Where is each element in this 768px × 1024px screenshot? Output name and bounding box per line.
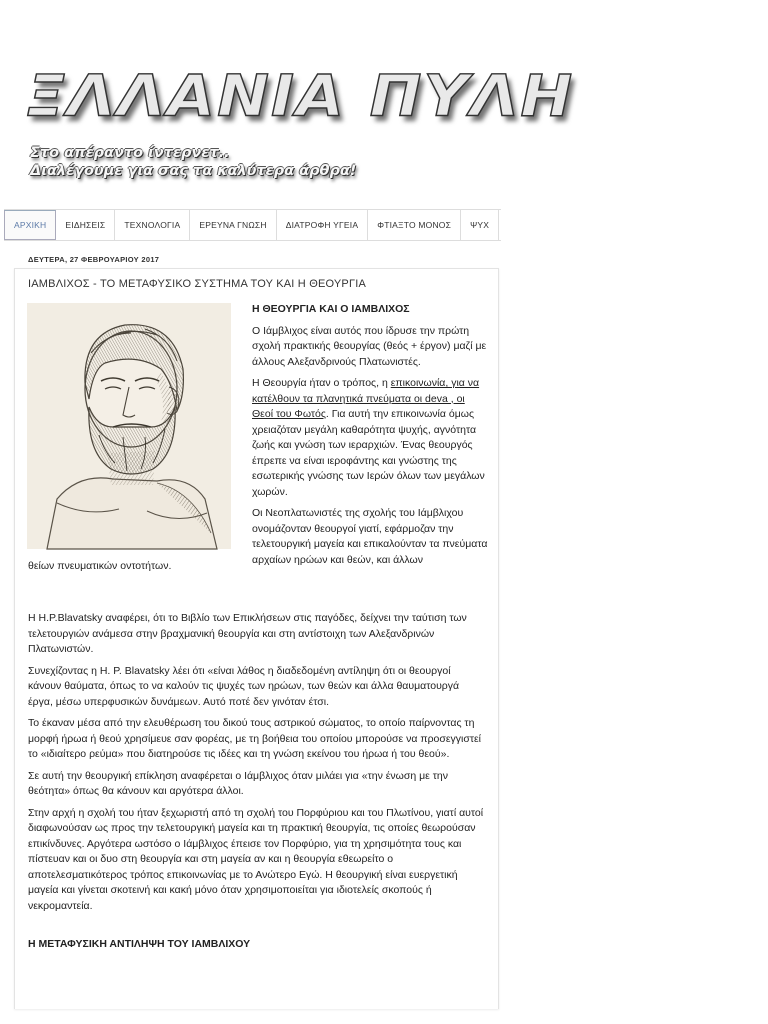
paragraph: Η Η.Ρ.Blavatsky αναφέρει, ότι το Βιβλίο των Επικλήσεων στις παγόδες, δείχνει την ταύτιση των τελετουργιών ανάμεσα στην βραχμανική θεουργία και στη αντίστοιχη των Αλεξανδρινών Πλατωνιστών. — [28, 612, 467, 655]
paragraph — [252, 376, 488, 500]
nav-item-diy[interactable]: ΦΤΙΑΞΤΟ ΜΟΝΟΣ — [368, 210, 461, 240]
post-card — [14, 268, 499, 1009]
iamblichus-portrait-image[interactable] — [27, 303, 231, 549]
site-logo[interactable]: ΞΛΛΑΝΙΑ ΠΥΛΗ — [26, 62, 575, 130]
nav-item-nutrition[interactable]: ΔΙΑΤΡΟΦΗ ΥΓΕΙΑ — [277, 210, 369, 240]
section-heading-theurgy: Η ΘΕΟΥΡΓΙΑ ΚΑΙ Ο ΙΑΜΒΛΙΧΟΣ — [252, 303, 410, 315]
paragraph: Στην αρχή η σχολή του ήταν ξεχωριστή από τη σχολή του Πορφύριου και του Πλωτίνου, γιατί αυτοί διαφωνούσαν ως προς την τελετουργική μαγεία και τη πρακτική θεουργία, τις οποίες θεωρούσαν επικίνδυνες. Αργότερα ωστόσο ο Ιάμβλιχος έπεισε τον Πορφύριο, για τη χρησιμότητα τους και πίστευαν και οι δυο στη θεουργία και στη μαγεία αν και η θεουργία εθεωρείτο ο αποτελεσματικότερος τρόπος επικοινωνίας με το Ανώτερο Εγώ. Η θεουργική είναι ευεργετική μαγεία και γίνεται σκοτεινή και κακή μόνο όταν χρησιμοποιείται για ιδιοτελείς σκοπούς ή νεκρομαντεία. — [28, 806, 484, 912]
tagline-line-1: Στο απέραντο ίντερνετ.. — [30, 145, 230, 161]
nav-item-technology[interactable]: ΤΕΧΝΟΛΟΓΙΑ — [115, 210, 190, 240]
paragraph: Σε αυτή την θεουργική επίκληση αναφέρεται ο Ιάμβλιχος όταν μιλάει για «την ένωση με την θεότητα» όπως θα κάνουν και αργότερα άλλοι. — [28, 769, 448, 797]
paragraph-text: Η Θεουργία ήταν ο τρόπος, η — [252, 377, 391, 389]
tagline-line-2: Διαλέγουμε για σας τα καλύτερα άρθρα! — [30, 163, 357, 179]
theurgy-communication-link[interactable]: επικοινωνία, για να κατέλθουν τα πλανητικά πνεύματα οι deva , οι Θεοί του Φωτός — [252, 377, 480, 420]
nav-item-research[interactable]: ΕΡΕΥΝΑ ΓΝΩΣΗ — [190, 210, 276, 240]
post-date: ΔΕΥΤΕΡΑ, 27 ΦΕΒΡΟΥΑΡΙΟΥ 2017 — [28, 255, 160, 264]
paragraph-text: . Για αυτή την επικοινωνία όμως χρειαζόταν μεγάλη καθαρότητα ψυχής, αγνότητα ζωής και γνώση των ιεραρχιών. Ένας θεουργός έπρεπε να είναι ιεροφάντης και γνώστης της εσωτερικής γνώσης των Ιερών όλων των μεγάλων χωρών. — [252, 408, 485, 498]
nav-item-home[interactable]: ΑΡΧΙΚΗ — [4, 210, 56, 240]
nav-item-psych[interactable]: ΨΥΧ — [461, 210, 499, 240]
paragraph: Ο Ιάμβλιχος είναι αυτός που ίδρυσε την πρώτη σχολή πρακτικής θεουργίας (θεός + έργον) μαζί με άλλους Αλεξανδρινούς Πλατωνιστές. — [252, 324, 487, 368]
section-heading-metaphysics: Η ΜΕΤΑΦΥΣΙΚΗ ΑΝΤΙΛΗΨΗ ΤΟΥ ΙΑΜΒΛΙΧΟΥ — [28, 938, 251, 950]
site-tagline — [30, 144, 356, 180]
site-header — [26, 62, 575, 192]
nav-item-news[interactable]: ΕΙΔΗΣΕΙΣ — [56, 210, 115, 240]
paragraph: Συνεχίζοντας η H. P. Blavatsky λέει ότι «είναι λάθος η διαδεδομένη αντίληψη ότι οι θεουργοί κάνουν θαύματα, όπως το να καλούν τις ψυχές των ηρώων, των θεών και άλλα θαυματουργά έργα, μέσω υπερφυσικών δυνάμεων. Αυτό ποτέ δεν γινόταν έτσι. — [28, 664, 460, 708]
paragraph-continuation: θείων πνευματικών οντοτήτων. — [28, 560, 172, 572]
paragraph: Το έκαναν μέσα από την ελευθέρωση του δικού τους αστρικού σώματος, το οποίο παίρνοντας τη μορφή ήρωα ή θεού χρησίμευε σαν φορέας, με τη βοήθεια του οποίου μπορούσε να προσεγγιστεί το «ιδιαίτερο ρεύμα» που διατηρούσε τις ιδέες και τη γνώση εκείνου του ήρωα ή του θεού». — [28, 717, 482, 760]
post-title[interactable]: ΙΑΜΒΛΙΧΟΣ - ΤΟ ΜΕΤΑΦΥΣΙΚΟ ΣΥΣΤΗΜΑ ΤΟΥ ΚΑΙ Η ΘΕΟΥΡΓΙΑ — [28, 278, 367, 290]
main-nav — [4, 209, 501, 241]
paragraph: Οι Νεοπλατωνιστές της σχολής του Ιάμβλιχου ονομάζονταν θεουργοί γιατί, εφάρμοζαν την τελετουργική μαγεία και επικαλούνταν τα πνεύματα αρχαίων ηρώων και θεών, και άλλων — [252, 507, 488, 566]
